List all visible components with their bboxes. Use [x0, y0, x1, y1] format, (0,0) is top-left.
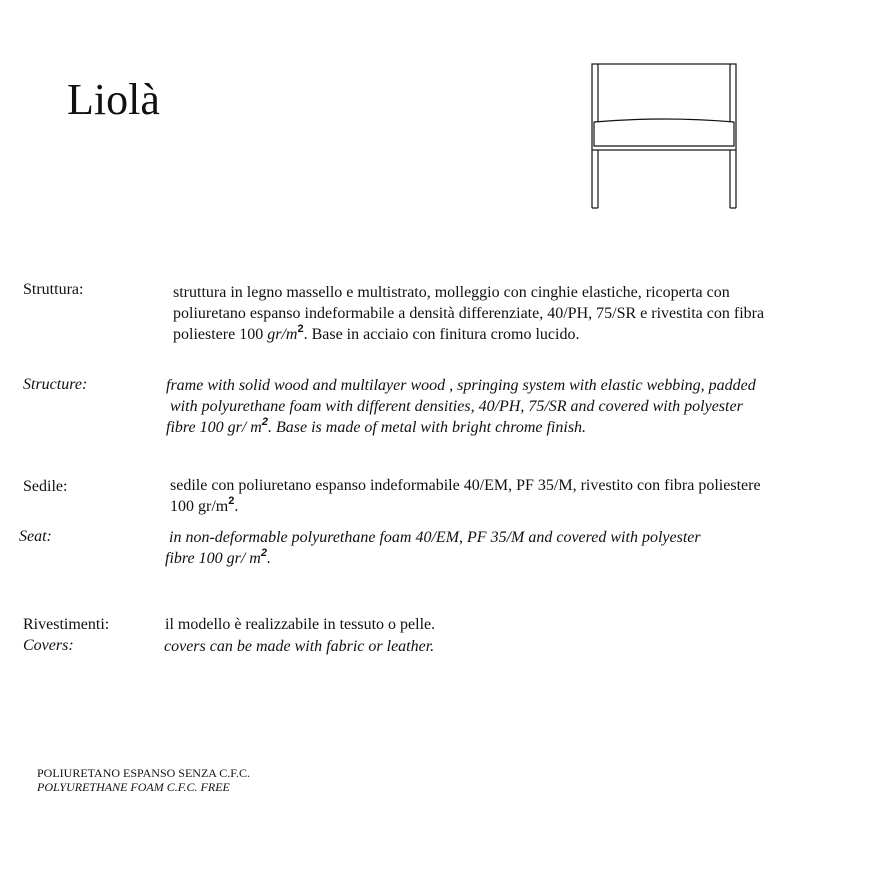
chair-seat-cushion	[594, 119, 734, 146]
rivestimenti-label: Rivestimenti:	[23, 616, 110, 633]
struttura-text: struttura in legno massello e multistrato, molleggio con cinghie elastiche, ricoperta con poliuretano espanso indeformabile a densità differenziate, 40/PH, 75/SR e rivestita con fibra poliestere 100 $gr/m^2$. Base in acciaio con finitura cromo lucido.	[173, 284, 765, 343]
sedile-text: sedile con poliuretano espanso indeformabile 40/EM, PF 35/M, rivestito con fibra poliestere 100 $gr/m^2$.	[170, 477, 761, 515]
seat-label: Seat:	[19, 528, 52, 545]
covers-text: covers can be made with fabric or leather.	[164, 638, 435, 655]
chair-front-view-drawing	[588, 60, 740, 212]
chair-frame-outline	[592, 64, 736, 150]
footer-italian: POLIURETANO ESPANSO SENZA C.F.C.	[37, 766, 251, 780]
structure-text: frame with solid wood and multilayer wood , springing system with elastic webbing, padded with polyurethane foam with different densities, 40/PH, 75/SR and covered with polyester fibre 100 gr/ $m^2$. Base is made of metal with bright chrome finish.	[166, 377, 756, 436]
rivestimenti-text: il modello è realizzabile in tessuto o pelle.	[165, 616, 436, 633]
footer-english: POLYURETHANE FOAM C.F.C. FREE	[37, 780, 230, 794]
struttura-label: Struttura:	[23, 281, 84, 298]
sedile-label: Sedile:	[23, 478, 68, 495]
product-title: Liolà	[67, 75, 160, 124]
covers-label: Covers:	[23, 637, 74, 654]
structure-label: Structure:	[23, 376, 88, 393]
seat-text: in non-deformable polyurethane foam 40/EM, PF 35/M and covered with polyester fibre 100 gr/ $m^2$.	[165, 529, 701, 567]
